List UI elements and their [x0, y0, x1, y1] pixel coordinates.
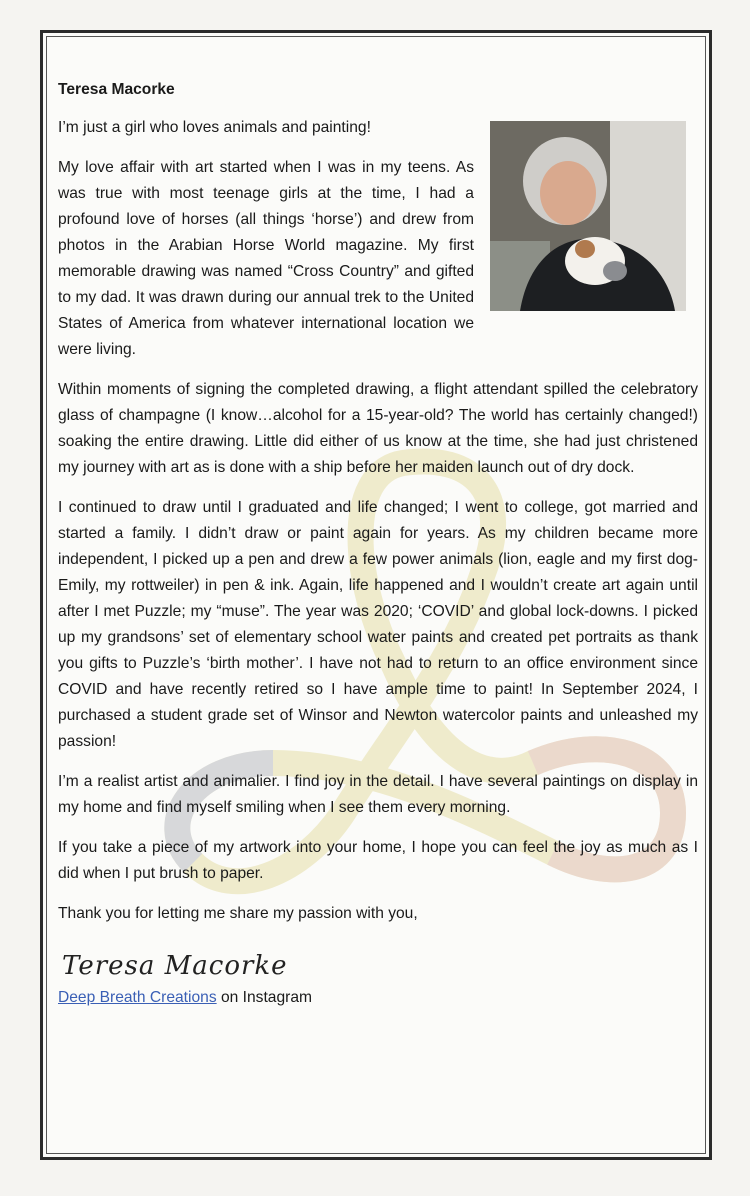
letter-content [58, 77, 698, 1011]
paragraph-champagne: Within moments of signing the completed drawing, a flight attendant spilled the celebratory glass of champagne (I know…alcohol for a 15-year-old? The world has certainly changed!) soaking the entire drawing. Little did either of us know at the time, she had just christened my journey with art as is done with a ship before her maiden launch out of dry dock. [58, 381, 698, 476]
deep-breath-creations-link[interactable]: Deep Breath Creations [58, 989, 217, 1006]
letter-page [40, 30, 712, 1160]
author-photo [490, 121, 686, 311]
author-name: Teresa Macorke [58, 81, 175, 98]
handwritten-signature: Teresa Macorke [62, 951, 288, 981]
paragraph-intro: I’m just a girl who loves animals and painting! [58, 119, 371, 136]
paragraph-realist: I’m a realist artist and animalier. I find joy in the detail. I have several paintings on display in my home and find myself smiling when I see them every morning. [58, 773, 698, 816]
paragraph-love-affair: My love affair with art started when I was in my teens. As was true with most teenage girls at the time, I had a profound love of horses (all things ‘horse’) and drew from photos in the Arabian Horse World magazine. My first memorable drawing was named “Cross Country” and gifted to my dad. It was drawn during our annual trek to the United States of America from whatever international location we were living. [58, 159, 474, 358]
instagram-footer [58, 985, 698, 1011]
paragraph-continued: I continued to draw until I graduated and life changed; I went to college, got married and started a family. I didn’t draw or paint again for years. As my children became more independent, I picked up a pen and drew a few power animals (lion, eagle and my first dog-Emily, my rottweiler) in pen & ink. Again, life happened and I wouldn’t create art again until after I met Puzzle; my “muse”. The year was 2020; ‘COVID’ and global lock-downs. I picked up my grandsons’ set of elementary school water paints and created pet portraits as thank you gifts to Puzzle’s ‘birth mother’. I have not had to return to an office environment since COVID and have recently retired so I have ample time to paint! In September 2024, I purchased a student grade set of Winsor and Newton watercolor paints and unleashed my passion! [58, 499, 698, 750]
paragraph-thanks: Thank you for letting me share my passion with you, [58, 905, 418, 922]
paragraph-joy: If you take a piece of my artwork into your home, I hope you can feel the joy as much as I did when I put brush to paper. [58, 839, 698, 882]
instagram-suffix: on Instagram [216, 989, 312, 1006]
